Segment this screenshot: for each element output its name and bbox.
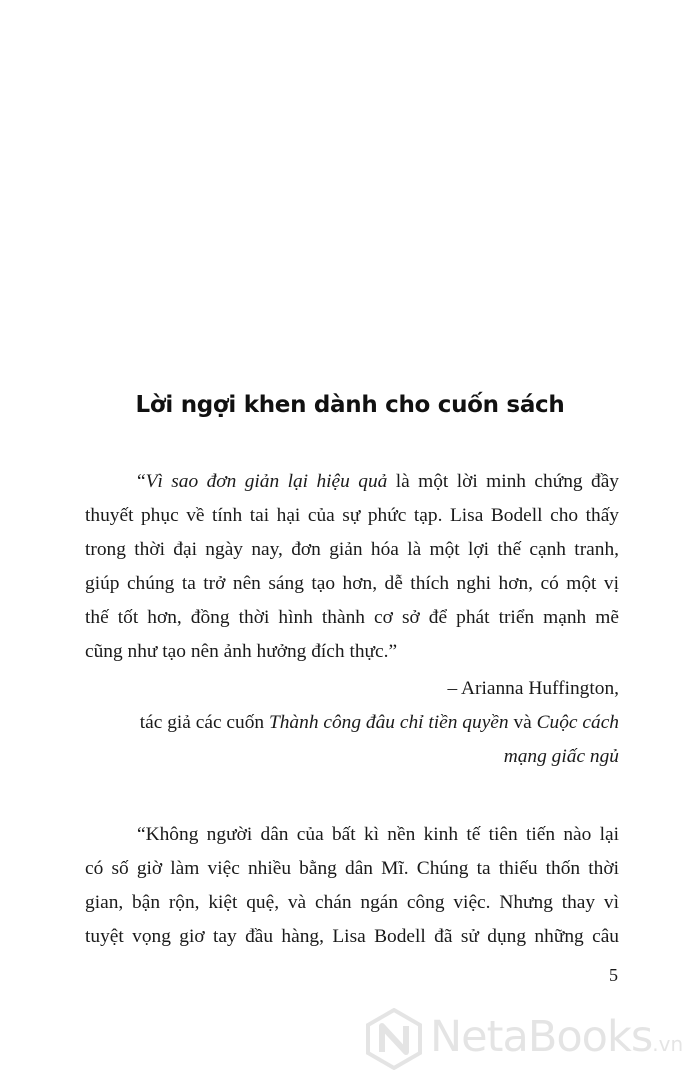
quote-line: có số giờ làm việc nhiều bằng dân Mĩ. Chúng ta thiếu thốn thời <box>85 858 619 879</box>
quote-line: cũng như tạo nên ảnh hưởng đích thực.” <box>85 641 398 662</box>
quote-paragraph-1 <box>85 465 619 669</box>
quote-paragraph-2 <box>85 818 619 954</box>
book-title-italic: Vì sao đơn giản lại hiệu quả <box>145 471 388 492</box>
watermark-brand: NetaBooks.vn <box>430 1012 684 1062</box>
quote-line: giúp chúng ta trở nên sáng tạo hơn, dễ thích nghi hơn, có một vị <box>85 573 619 594</box>
page-heading: Lời ngợi khen dành cho cuốn sách <box>135 392 565 418</box>
page-number: 5 <box>609 965 618 985</box>
book-title-italic: Cuộc cách <box>536 712 619 733</box>
quote-line: thế tốt hơn, đồng thời hình thành cơ sở để phát triển mạnh mẽ <box>85 607 619 628</box>
book-title-italic: Thành công đâu chỉ tiền quyền <box>268 712 509 733</box>
book-title-italic: mạng giấc ngủ <box>503 746 619 767</box>
attribution-1 <box>140 672 619 774</box>
quote-line: gian, bận rộn, kiệt quệ, và chán ngán công việc. Nhưng thay vì <box>85 892 619 913</box>
quote-line: “Vì sao đơn giản lại hiệu quả là một lời minh chứng đầy <box>137 471 619 492</box>
attribution-name: – Arianna Huffington, <box>447 678 619 699</box>
netabooks-logo-icon <box>364 1008 424 1070</box>
quote-line: trong thời đại ngày nay, đơn giản hóa là một lợi thế cạnh tranh, <box>85 539 619 560</box>
watermark <box>364 1008 694 1074</box>
attribution-books-line-2 <box>140 740 619 774</box>
quote-line: tuyệt vọng giơ tay đầu hàng, Lisa Bodell đã sử dụng những câu <box>85 926 619 947</box>
attribution-books-line: tác giả các cuốn Thành công đâu chỉ tiền quyền và Cuộc cách <box>139 712 619 733</box>
quote-line: “Không người dân của bất kì nền kinh tế tiên tiến nào lại <box>137 824 619 845</box>
quote-line: thuyết phục về tính tai hại của sự phức tạp. Lisa Bodell cho thấy <box>85 505 619 526</box>
